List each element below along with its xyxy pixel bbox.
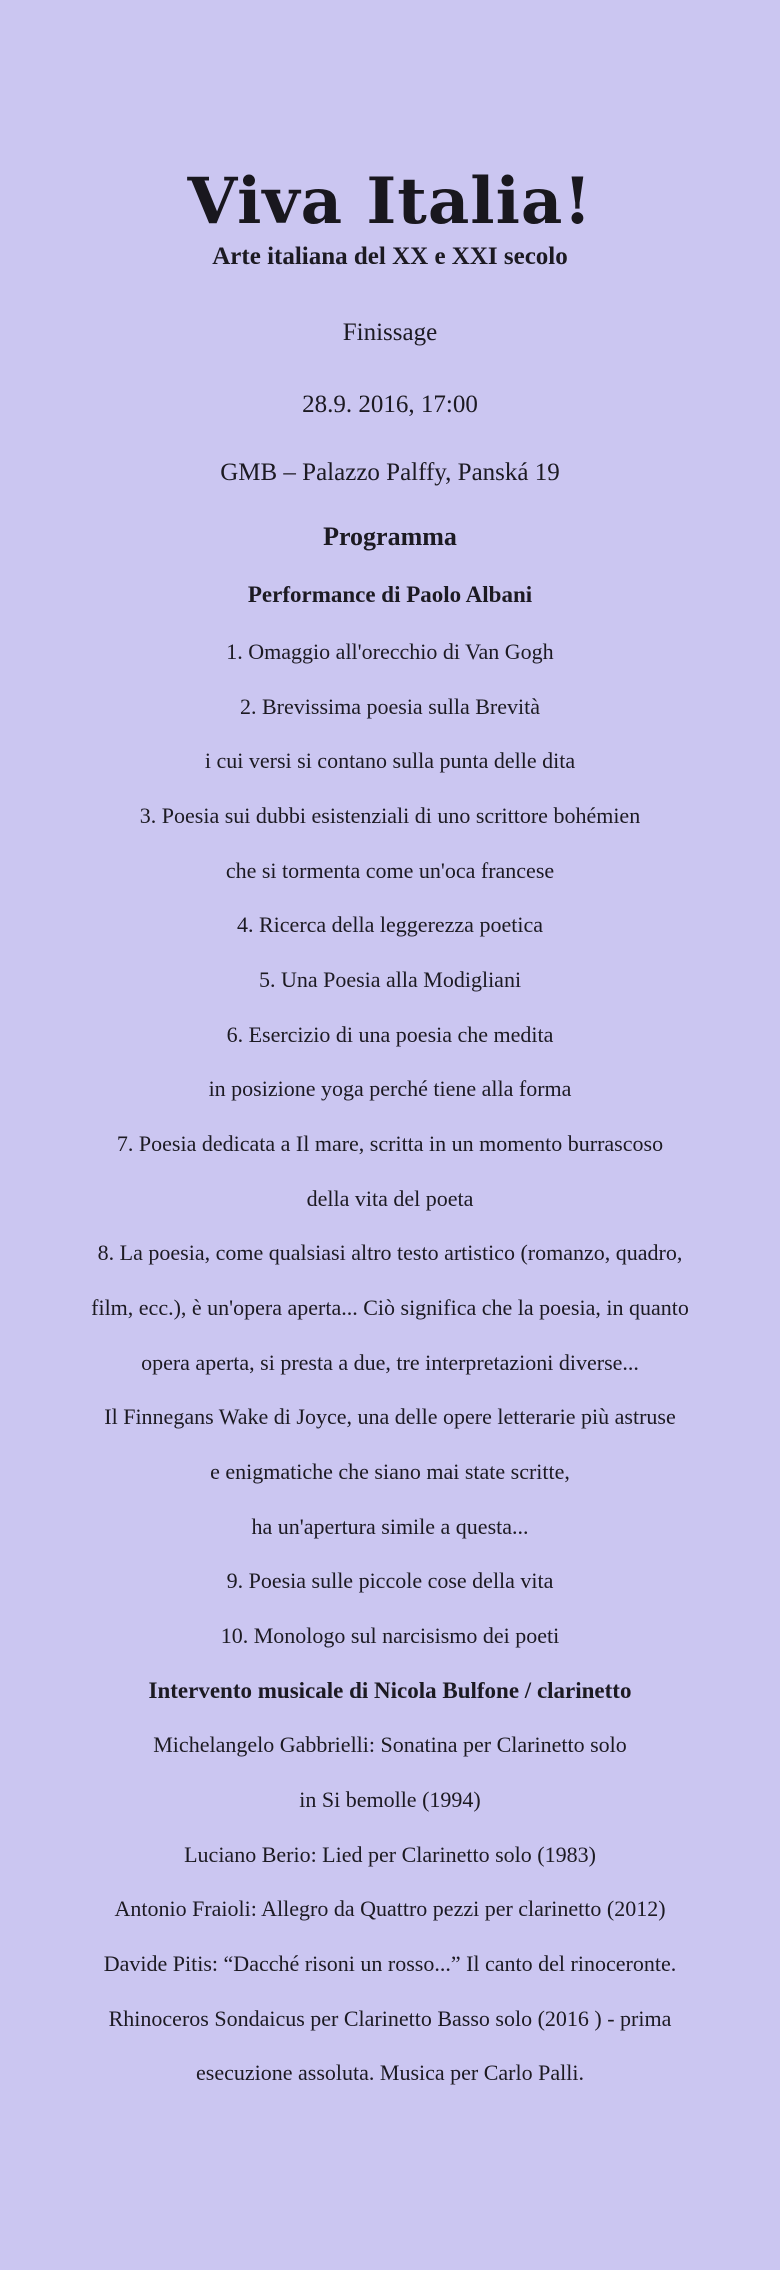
program-line: in posizione yoga perché tiene alla forma xyxy=(208,1076,572,1101)
program-line: che si tormenta come un'oca francese xyxy=(225,858,555,883)
program-line: 9. Poesia sulle piccole cose della vita xyxy=(226,1568,554,1593)
program-line: e enigmatiche che siano mai state scritte, xyxy=(210,1459,570,1484)
program-line: 10. Monologo sul narcisismo dei poeti xyxy=(220,1623,560,1648)
program-line: 8. La poesia, come qualsiasi altro testo artistico (romanzo, quadro, xyxy=(97,1240,683,1265)
program-line: 1. Omaggio all'orecchio di Van Gogh xyxy=(226,639,554,664)
music-line: Davide Pitis: “Dacché risoni un rosso...” Il canto del rinoceronte. xyxy=(103,1951,677,1976)
program-line: 2. Brevissima poesia sulla Brevità xyxy=(240,694,540,719)
event-type: Finissage xyxy=(342,319,438,346)
music-line: Michelangelo Gabbrielli: Sonatina per Clarinetto solo xyxy=(153,1732,627,1757)
program-line: 6. Esercizio di una poesia che medita xyxy=(226,1022,554,1047)
exhibition-title: Viva Italia! xyxy=(187,164,593,239)
exhibition-subtitle: Arte italiana del XX e XXI secolo xyxy=(212,243,568,270)
program-line: Il Finnegans Wake di Joyce, una delle opere letterarie più astruse xyxy=(104,1404,676,1429)
program-line: film, ecc.), è un'opera aperta... Ciò significa che la poesia, in quanto xyxy=(91,1295,689,1320)
program-heading: Programma xyxy=(323,522,457,551)
music-line: Antonio Fraioli: Allegro da Quattro pezzi per clarinetto (2012) xyxy=(114,1896,666,1921)
program-line: 5. Una Poesia alla Modigliani xyxy=(258,967,522,992)
music-line: Luciano Berio: Lied per Clarinetto solo (1983) xyxy=(184,1842,596,1867)
program-line: 4. Ricerca della leggerezza poetica xyxy=(237,912,543,937)
program-line: i cui versi si contano sulla punta delle dita xyxy=(204,748,576,773)
music-line: in Si bemolle (1994) xyxy=(299,1787,481,1812)
program-line: 3. Poesia sui dubbi esistenziali di uno scrittore bohémien xyxy=(139,803,641,828)
program-line: ha un'apertura simile a questa... xyxy=(251,1514,529,1539)
program-line: 7. Poesia dedicata a Il mare, scritta in un momento burrascoso xyxy=(116,1131,664,1156)
program-line: della vita del poeta xyxy=(306,1186,474,1211)
music-line: Rhinoceros Sondaicus per Clarinetto Basso solo (2016 ) - prima xyxy=(108,2006,672,2031)
music-line: esecuzione assoluta. Musica per Carlo Palli. xyxy=(196,2060,584,2085)
performance-heading: Performance di Paolo Albani xyxy=(247,582,533,607)
music-heading: Intervento musicale di Nicola Bulfone / clarinetto xyxy=(148,1678,632,1703)
event-datetime: 28.9. 2016, 17:00 xyxy=(302,391,478,418)
program-line: opera aperta, si presta a due, tre interpretazioni diverse... xyxy=(141,1350,639,1375)
event-venue: GMB – Palazzo Palffy, Panská 19 xyxy=(220,459,560,486)
